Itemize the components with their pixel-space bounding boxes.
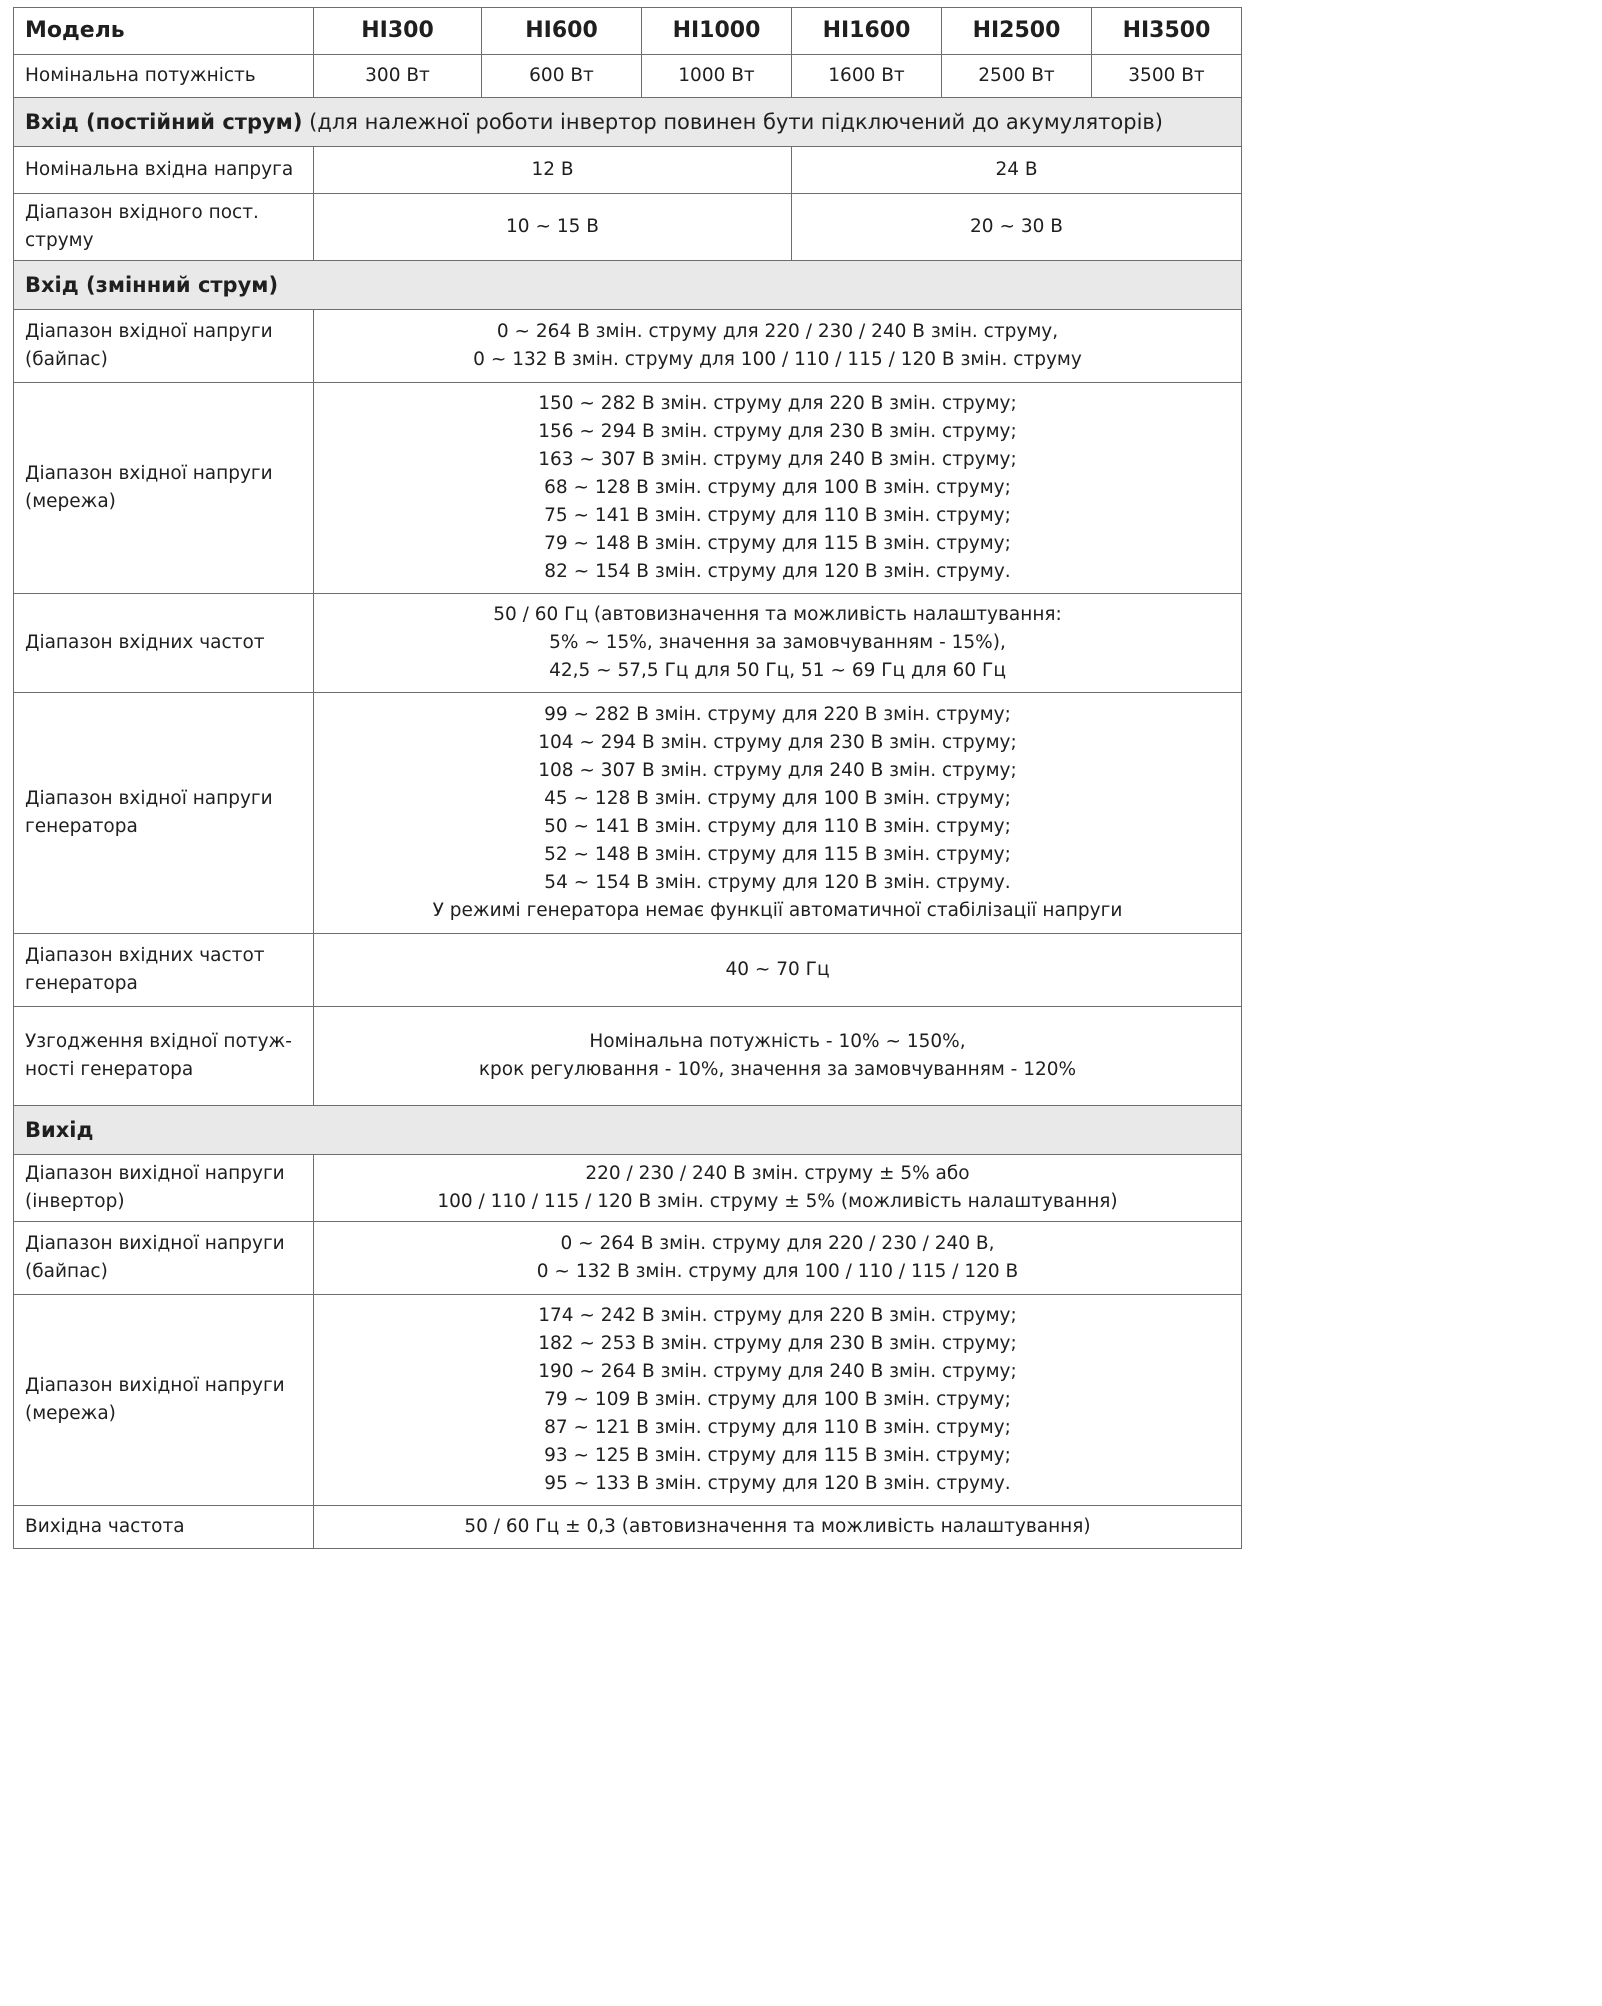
row-label: Узгодження вхідної потуж-ності генератора [14, 1007, 314, 1106]
row-label: Діапазон вхідної напруги (мережа) [14, 383, 314, 594]
out-mains-row [14, 1295, 1242, 1506]
ac-gen-freq-row [14, 934, 1242, 1007]
model-hi600: HI600 [482, 8, 642, 55]
power-label: Номінальна потужність [14, 55, 314, 98]
value-12v: 10 ~ 15 В [314, 194, 792, 261]
value-24v: 20 ~ 30 В [792, 194, 1242, 261]
model-hi300: HI300 [314, 8, 482, 55]
ac-mains-row [14, 383, 1242, 594]
section-header [14, 1106, 1242, 1155]
row-value: 174 ~ 242 В змін. струму для 220 В змін. струму; 182 ~ 253 В змін. струму для 230 В змін. струму; 190 ~ 264 В змін. струму для 240 В змін. струму; 79 ~ 109 В змін. струму для 100 В змін. струму; 87 ~ 121 В змін. струму для 110 В змін. струму; 93 ~ 125 В змін. струму для 115 В змін. струму; 95 ~ 133 В змін. струму для 120 В змін. струму. [314, 1295, 1242, 1506]
model-row [14, 8, 1242, 55]
row-label: Вихідна частота [14, 1506, 314, 1549]
ac-freq-row [14, 594, 1242, 693]
dc-range-row [14, 194, 1242, 261]
section-note: (для належної роботи інвертор повинен бути підключений до акумуляторів) [302, 110, 1163, 134]
power-value: 1000 Вт [642, 55, 792, 98]
row-value: 99 ~ 282 В змін. струму для 220 В змін. струму; 104 ~ 294 В змін. струму для 230 В змін. струму; 108 ~ 307 В змін. струму для 240 В змін. струму; 45 ~ 128 В змін. струму для 100 В змін. струму; 50 ~ 141 В змін. струму для 110 В змін. струму; 52 ~ 148 В змін. струму для 115 В змін. струму; 54 ~ 154 В змін. струму для 120 В змін. струму. У режимі генератора немає функції автоматичної стабілізації напруги [314, 693, 1242, 934]
power-value: 600 Вт [482, 55, 642, 98]
ac-gen-power-row [14, 1007, 1242, 1106]
row-label: Номінальна вхідна напруга [14, 147, 314, 194]
out-inverter-row [14, 1155, 1242, 1222]
power-value: 300 Вт [314, 55, 482, 98]
row-label: Діапазон вхідного пост. струму [14, 194, 314, 261]
model-label: Модель [14, 8, 314, 55]
section-header [14, 98, 1242, 147]
power-value: 3500 Вт [1092, 55, 1242, 98]
row-value: 50 / 60 Гц (автовизначення та можливість налаштування: 5% ~ 15%, значення за замовчуванням - 15%), 42,5 ~ 57,5 Гц для 50 Гц, 51 ~ 69 Гц для 60 Гц [314, 594, 1242, 693]
value-24v: 24 В [792, 147, 1242, 194]
spec-table [13, 7, 1242, 1549]
row-value: 150 ~ 282 В змін. струму для 220 В змін. струму; 156 ~ 294 В змін. струму для 230 В змін. струму; 163 ~ 307 В змін. струму для 240 В змін. струму; 68 ~ 128 В змін. струму для 100 В змін. струму; 75 ~ 141 В змін. струму для 110 В змін. струму; 79 ~ 148 В змін. струму для 115 В змін. струму; 82 ~ 154 В змін. струму для 120 В змін. струму. [314, 383, 1242, 594]
model-hi3500: HI3500 [1092, 8, 1242, 55]
section-dc-input [14, 98, 1242, 147]
model-hi2500: HI2500 [942, 8, 1092, 55]
model-hi1000: HI1000 [642, 8, 792, 55]
row-value: 220 / 230 / 240 В змін. струму ± 5% або 100 / 110 / 115 / 120 В змін. струму ± 5% (можливість налаштування) [314, 1155, 1242, 1222]
row-label: Діапазон вихідної напруги (байпас) [14, 1222, 314, 1295]
section-ac-input [14, 261, 1242, 310]
row-label: Діапазон вхідної напруги генератора [14, 693, 314, 934]
row-label: Діапазон вихідної напруги (інвертор) [14, 1155, 314, 1222]
dc-nominal-row [14, 147, 1242, 194]
section-output [14, 1106, 1242, 1155]
value-12v: 12 В [314, 147, 792, 194]
section-title: Вхід (постійний струм) [25, 110, 303, 134]
row-label: Діапазон вхідних частот [14, 594, 314, 693]
row-value: 0 ~ 264 В змін. струму для 220 / 230 / 240 В змін. струму, 0 ~ 132 В змін. струму для 100 / 110 / 115 / 120 В змін. струму [314, 310, 1242, 383]
ac-bypass-row [14, 310, 1242, 383]
row-label: Діапазон вхідних частот генератора [14, 934, 314, 1007]
section-title: Вихід [25, 1118, 94, 1142]
row-value: Номінальна потужність - 10% ~ 150%, крок регулювання - 10%, значення за замовчуванням - 120% [314, 1007, 1242, 1106]
section-title: Вхід (змінний струм) [25, 273, 279, 297]
ac-generator-row [14, 693, 1242, 934]
row-label: Діапазон вихідної напруги (мережа) [14, 1295, 314, 1506]
out-freq-row [14, 1506, 1242, 1549]
row-value: 40 ~ 70 Гц [314, 934, 1242, 1007]
row-value: 0 ~ 264 В змін. струму для 220 / 230 / 240 В, 0 ~ 132 В змін. струму для 100 / 110 / 115 / 120 В [314, 1222, 1242, 1295]
power-value: 1600 Вт [792, 55, 942, 98]
row-label: Діапазон вхідної напруги (байпас) [14, 310, 314, 383]
power-value: 2500 Вт [942, 55, 1092, 98]
section-header [14, 261, 1242, 310]
row-value: 50 / 60 Гц ± 0,3 (автовизначення та можливість налаштування) [314, 1506, 1242, 1549]
power-row [14, 55, 1242, 98]
out-bypass-row [14, 1222, 1242, 1295]
model-hi1600: HI1600 [792, 8, 942, 55]
